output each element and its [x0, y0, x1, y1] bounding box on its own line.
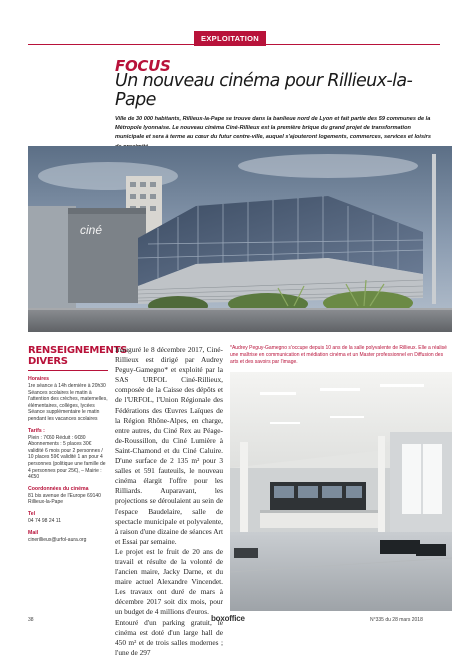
sidebar-text: 04 74 98 24 11: [28, 517, 61, 524]
article-body: [115, 345, 223, 658]
kicker: FOCUS: [115, 57, 171, 75]
sidebar-text: Plein : 7€60 Réduit : 6€80 Abonnements : 5 places 30€ validité 6 mois pour 2 personnes / 10 places 59€ validité 1 an pour 4 personnes (politique une famille de 4 personnes pour 25€), – Mairie : 4€50: [28, 434, 106, 481]
lede: Ville de 30 000 habitants, Rillieux-la-Pape se trouve dans la banlieue nord de Lyon et fait partie des 59 communes de la Métropole lyonnaise. Le nouveau cinéma Ciné-Rillieux est la première brique du grand projet de transformation municipale et sera à terme au cœur du futur centre-ville, auquel s'ajouteront logements, commerces, services et loisirs: [115, 116, 431, 141]
sidebar-block-phone: [28, 511, 108, 525]
sidebar-text: 81 bis avenue de l'Europe 69140 Rillieux-la-Pape: [28, 492, 101, 506]
magazine-logo: boxoffice: [211, 614, 245, 623]
page-number: 38: [28, 617, 34, 623]
sidebar-heading: Tel: [28, 510, 36, 517]
cinema-lobby-photo: [230, 372, 452, 611]
body-paragraph: Le projet est le fruit de 20 ans de travail et résulte de la volonté de l'ancien maire, Jacky Darne, et du maire actuel Alexandre Vincendet. Les travaux ont duré de mars à décembre 2017 soit dix mois, pour un budget de 4 millions d'euros.: [115, 546, 223, 617]
sidebar-text: 1re séance à 14h dernière à 20h30 Séances scolaires le matin à l'attention des crèches, maternelles, élémentaires, collèges, lycées Séance supplémentaire le matin pendant les vacances scolaires: [28, 383, 108, 422]
sidebar-block-address: [28, 486, 108, 506]
cine-sign-text: ciné: [80, 223, 103, 237]
body-paragraph: Inauguré le 8 décembre 2017, Ciné-Rillieux est dirigé par Audrey Peguy-Gamegno* et exploité par la SAS URFOL Ciné-Rillieux, composée de la Caisse des dépôts et de l'URFOL, l'Union Régionale des Fédérations des Œuvres Laïques de la Région Rhône-Alpes, en charge, entre autres, du Ciné Rex au Péage-de-Roussillon, du Ciné Lumière à Saint-Chamond et du Ciné Caluire. D'une surface de 2 135 m² pour 3 salles et 591 fauteuils, le nouveau cinéma élargit l'offre pour les Rilliards. Auparavant, les projections se déroulaient au sein de l'espace Baudelaire, salle de spectacle municipale et polyvalente, à raison d'une dizaine de séances Art et Essai par semaine.: [115, 345, 223, 546]
sidebar-title: RENSEIGNEMENTS DIVERS: [28, 345, 128, 367]
sidebar-heading: Coordonnées du cinéma: [28, 485, 89, 492]
sidebar-block-mail: [28, 530, 108, 544]
cinema-exterior-photo: [28, 146, 452, 332]
issue-info: N°335 du 28 mars 2018: [370, 617, 423, 623]
body-paragraph: Entouré d'un parking gratuit, le cinéma est doté d'un large hall de 450 m² et de trois salles modernes ; l'une de 297: [115, 617, 223, 657]
sidebar-heading: Mail: [28, 529, 39, 536]
sidebar-heading: Tarifs :: [28, 427, 45, 434]
section-tag: EXPLOITATION: [194, 31, 266, 46]
sidebar-block-prices: [28, 428, 108, 481]
sidebar-heading: Horaires: [28, 376, 50, 382]
sidebar-rule: [28, 370, 108, 371]
photo-caption: *Audrey Peguy-Gamegno s'occupe depuis 10 ans de la salle polyvalente de Rillieux. Elle a réalisé une maîtrise en communication et médiation cinéma et un Master professionnel en Diffusion des arts et des savoirs par l'image.: [230, 345, 447, 365]
headline: Un nouveau cinéma pour Rillieux-la-Pape: [115, 71, 413, 110]
sidebar-block-hours: [28, 376, 108, 423]
sidebar-text: cinerillieux@urfol-aura.org: [28, 536, 87, 543]
info-sidebar: [28, 345, 128, 543]
